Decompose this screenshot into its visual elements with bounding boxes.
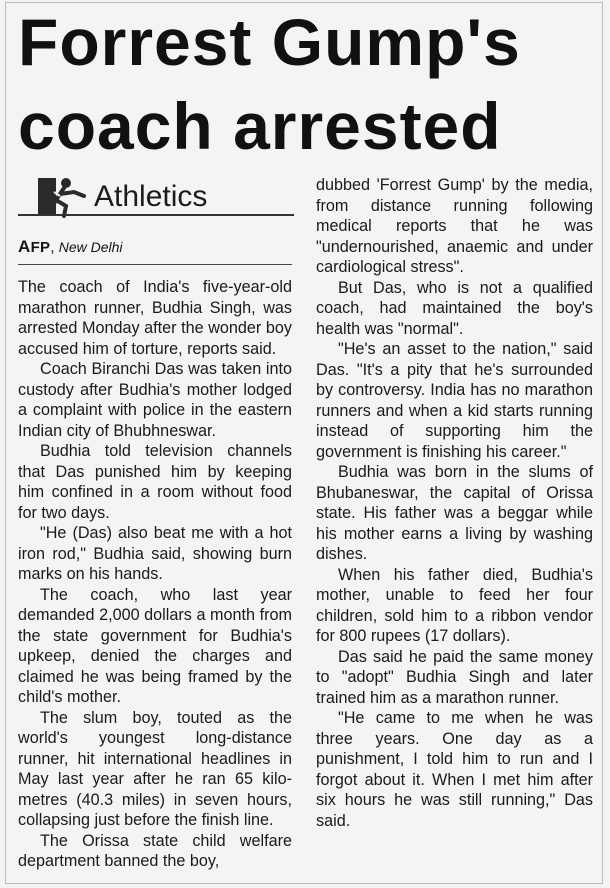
byline-rule xyxy=(18,264,292,265)
paragraph: dubbed 'Forrest Gump' by the media, from distance running following medical reports that he was "undernourished, anaemic and under cardiological stress". xyxy=(316,176,593,276)
paragraph: The slum boy, touted as the world's youngest long-distance runner, hit international headlines in May last year after he ran 65 kilometres (40.3 miles) in seven hours, collapsing just before the finish line. xyxy=(18,708,292,829)
paragraph: Coach Biranchi Das was taken into custody after Budhia's mother lodged a complaint with police in the eastern Indian city of Bhubhneswar. xyxy=(18,360,292,440)
paragraph: "He (Das) also beat me with a hot iron rod," Budhia said, showing burn marks on his hands. xyxy=(18,524,292,583)
runner-icon xyxy=(30,174,94,218)
paragraph: The Orissa state child welfare department banned the boy, xyxy=(18,831,292,870)
paragraph: The coach, who last year demanded 2,000 dollars a month from the state government for Budhia's upkeep, denied the charges and claimed he was being framed by the child's mother. xyxy=(18,585,292,706)
headline-line-2: coach arrested xyxy=(18,89,502,163)
paragraph: But Das, who is not a qualified coach, had maintained the boy's health was "normal". xyxy=(316,278,593,338)
byline: AFP, New Delhi xyxy=(18,237,123,256)
paragraph: "He's an asset to the nation," said Das. "It's a pity that he's surrounded by controversy. India has no marathon runners and when a kid starts running instead of supporting him the government is finishing his career." xyxy=(316,340,593,461)
section-label: Athletics xyxy=(94,180,208,213)
headline xyxy=(18,0,598,168)
headline-line-1: Forrest Gump's xyxy=(18,5,521,79)
article-column-right xyxy=(316,175,593,831)
byline-place: New Delhi xyxy=(58,239,123,255)
byline-agency xyxy=(18,239,50,256)
paragraph: Das said he paid the same money to "adopt" Budhia Singh and later trained him as a marathon runner. xyxy=(316,647,593,707)
paragraph: The coach of India's five-year-old marathon runner, Budhia Singh, was arrested Monday after the wonder boy accused him of torture, reports said. xyxy=(18,278,292,358)
paragraph: When his father died, Budhia's mother, unable to feed her four children, sold him to a ribbon vendor for 800 rupees (17 dollars). xyxy=(316,565,593,645)
paragraph: Budhia was born in the slums of Bhubaneswar, the capital of Orissa state. His father was a beggar while his mother earns a living by washing dishes. xyxy=(316,463,593,563)
byline-agency-initial: A xyxy=(18,237,31,256)
section-header xyxy=(18,174,294,220)
paragraph: Budhia told television channels that Das punished him by keeping him confined in a room without food for two days. xyxy=(18,442,292,522)
byline-agency-rest: FP xyxy=(30,239,51,256)
section-rule xyxy=(18,214,294,216)
article-column-left xyxy=(18,277,292,872)
paragraph: "He came to me when he was three years. One day as a punishment, I told him to run and I forgot about it. When I met him after six hours he was still running," Das said. xyxy=(316,709,593,830)
